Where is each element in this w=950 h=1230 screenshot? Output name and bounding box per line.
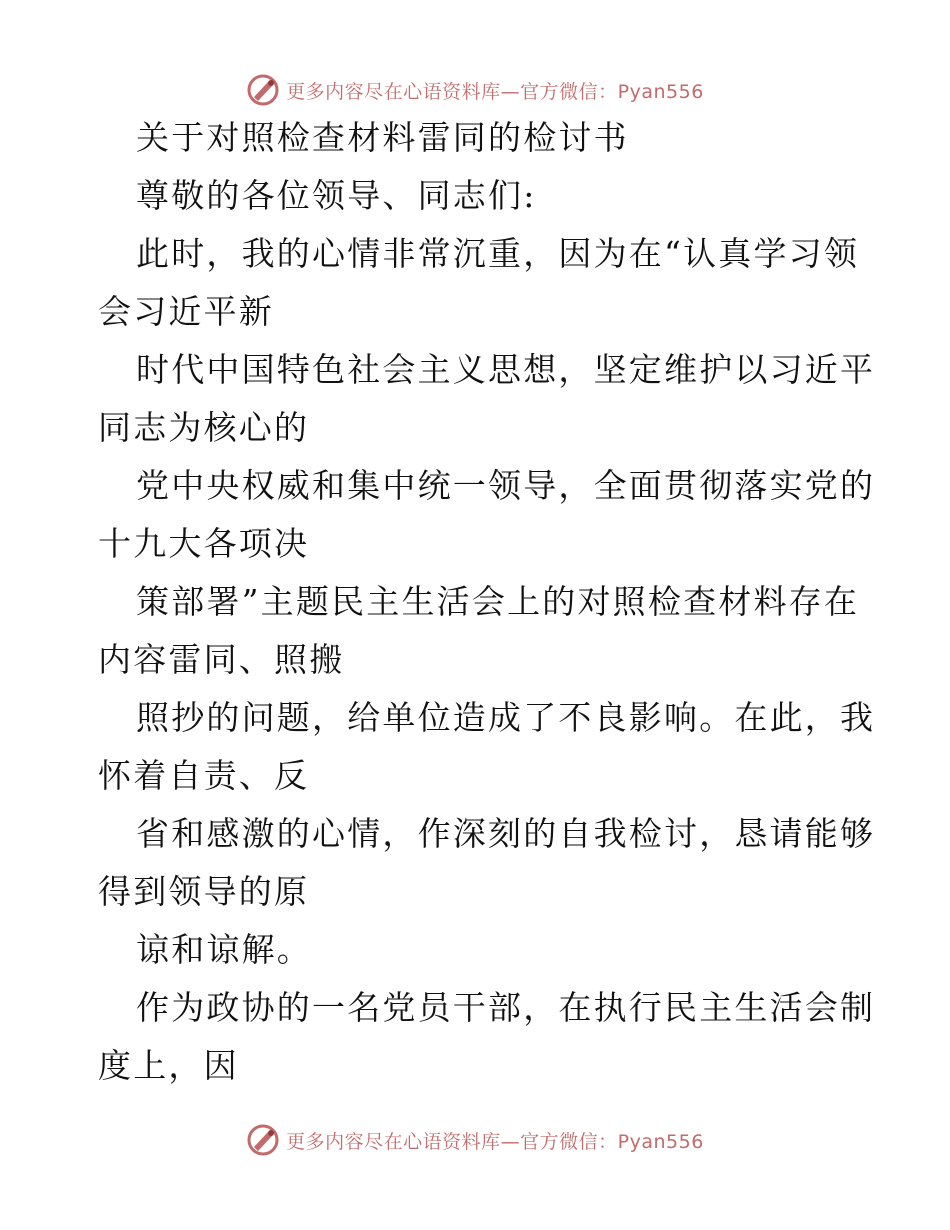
text-line: 谅和谅解。 [136, 930, 312, 969]
watermark-text: 更多内容尽在心语资料库—官方微信：Pyan556 [286, 80, 704, 103]
text-line: 十九大各项决 [98, 524, 310, 563]
document-title: 关于对照检查材料雷同的检讨书 [136, 118, 629, 157]
text-line: 度上，因 [98, 1046, 239, 1085]
brand-logo-icon [246, 1123, 280, 1157]
text-line: 作为政协的一名党员干部，在执行民主生活会制 [136, 988, 876, 1027]
text-line: 党中央权威和集中统一领导，全面贯彻落实党的 [136, 466, 876, 505]
text-line: 内容雷同、照搬 [98, 640, 345, 679]
footer-watermark [0, 1120, 950, 1160]
text-line: 时代中国特色社会主义思想，坚定维护以习近平 [136, 350, 876, 389]
text-line: 此时，我的心情非常沉重，因为在“认真学习领 [136, 234, 860, 273]
text-line: 会习近平新 [98, 292, 274, 331]
text-line: 策部署”主题民主生活会上的对照检查材料存在 [136, 582, 860, 621]
text-line: 同志为核心的 [98, 408, 310, 447]
text-line: 照抄的问题，给单位造成了不良影响。在此，我 [136, 698, 876, 737]
brand-logo-icon [246, 73, 280, 107]
text-line: 省和感激的心情，作深刻的自我检讨，恳请能够 [136, 814, 876, 853]
salutation-line: 尊敬的各位领导、同志们: [136, 176, 537, 215]
watermark-text: 更多内容尽在心语资料库—官方微信：Pyan556 [286, 1130, 704, 1153]
text-line: 怀着自责、反 [98, 756, 310, 795]
text-line: 得到领导的原 [98, 872, 310, 911]
header-watermark [0, 70, 950, 110]
